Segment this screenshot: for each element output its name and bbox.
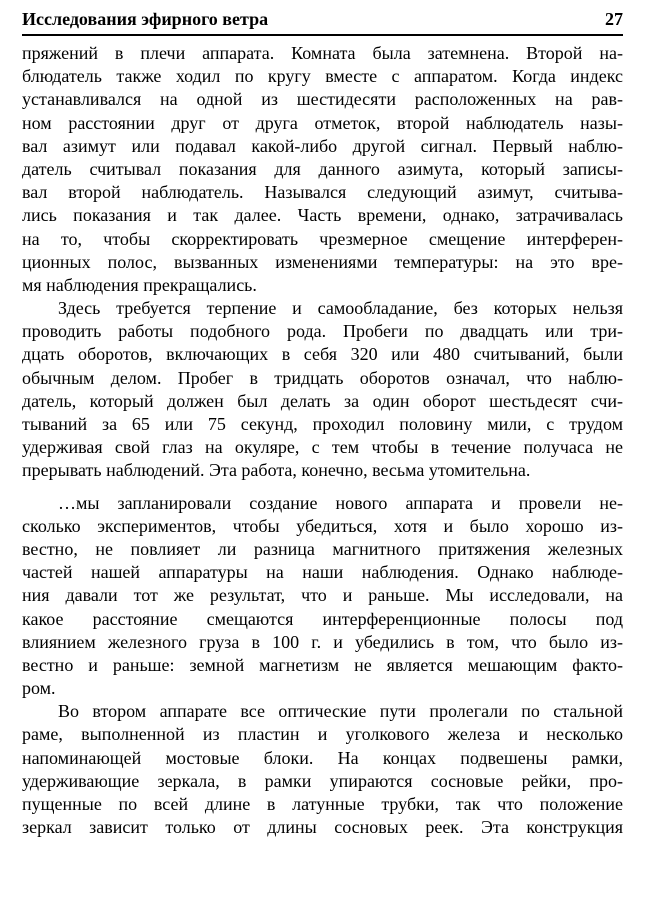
quotation-paragraph — [22, 492, 623, 701]
text-line: на то, чтобы скорректировать чрезмерное смещение интерферен- — [22, 228, 623, 249]
text-line: частей нашей аппаратуры на наши наблюдения. Однако наблюде- — [22, 562, 623, 583]
text-line: ром. — [22, 678, 56, 699]
paragraph — [22, 700, 623, 839]
running-title: Исследования эфирного ветра — [22, 9, 269, 29]
text-line: вал азимут или подавал какой-либо другой сигнал. Первый наблю- — [22, 135, 623, 156]
text-line: датель считывал показания для данного азимута, который записы- — [22, 158, 623, 179]
text-line: тываний за 65 или 75 секунд, проходил половину мили, с трудом — [22, 414, 623, 434]
text-line: ном расстоянии друг от друга отметок, второй наблюдатель назы- — [22, 112, 623, 133]
text-line: мя наблюдения прекращались. — [22, 274, 257, 295]
paragraph — [22, 297, 623, 483]
text-line: …мы запланировали создание нового аппарата и провели не- — [58, 492, 623, 513]
text-line: проводить работы подобного рода. Пробеги по двадцать или три- — [22, 321, 623, 342]
paragraph-gap — [22, 483, 623, 492]
text-line: блюдатель также ходил по кругу вместе с аппаратом. Когда индекс — [22, 66, 623, 87]
body-text — [22, 42, 623, 839]
text-line: какое расстояние смещаются интерференционные полосы под — [22, 608, 623, 629]
text-line: удерживая свой глаз на окуляре, с тем чтобы в течение получаса не — [22, 437, 623, 458]
text-line: прерывать наблюдений. Эта работа, конечно, весьма утомительна. — [22, 460, 531, 481]
text-line: пряжений в плечи аппарата. Комната была затемнена. Второй на- — [22, 43, 623, 63]
text-line: зеркал зависит только от длины сосновых реек. Эта конструкция — [22, 817, 623, 838]
text-line: ционных полос, вызванных изменениями температуры: на это вре- — [22, 251, 623, 272]
text-line: напоминающей мостовые блоки. На концах подвешены рамки, — [22, 747, 623, 768]
text-line: датель, который должен был делать за один оборот шестьдесят счи- — [22, 390, 623, 411]
text-line: сколько экспериментов, чтобы убедиться, хотя и было хорошо из- — [22, 515, 623, 536]
page-number: 27 — [605, 9, 623, 29]
text-line: Здесь требуется терпение и самообладание, без которых нельзя — [58, 298, 623, 319]
text-line: влиянием железного груза в 100 г. и убедились в том, что было из- — [22, 631, 623, 652]
text-line: вал второй наблюдатель. Назывался следующий азимут, считыва- — [22, 182, 623, 203]
paragraph — [22, 42, 623, 297]
text-line: раме, выполненной из пластин и уголкового железа и несколько — [22, 724, 623, 745]
text-line: ния давали тот же результат, что и раньше. Мы исследовали, на — [22, 585, 623, 606]
text-line: лись показания и так далее. Часть времени, однако, затрачивалась — [22, 205, 623, 226]
text-line: Во втором аппарате все оптические пути пролегали по стальной — [58, 701, 623, 722]
text-line: пущенные по всей длине в латунные трубки, так что положение — [22, 794, 623, 814]
text-line: удерживающие зеркала, в рамки упираются сосновые рейки, про- — [22, 770, 623, 791]
text-line: устанавливался на одной из шестидесяти расположенных на рав- — [22, 89, 623, 110]
text-line: дцать оборотов, включающих в себя 320 или 480 считываний, были — [22, 344, 623, 365]
text-line: обычным делом. Пробег в тридцать оборотов означал, что наблю- — [22, 367, 623, 388]
text-line: вестно и раньше: земной магнетизм не является мешающим факто- — [22, 654, 623, 675]
text-line: вестно, не повлияет ли разница магнитного притяжения железных — [22, 538, 623, 559]
page-header — [22, 4, 623, 36]
